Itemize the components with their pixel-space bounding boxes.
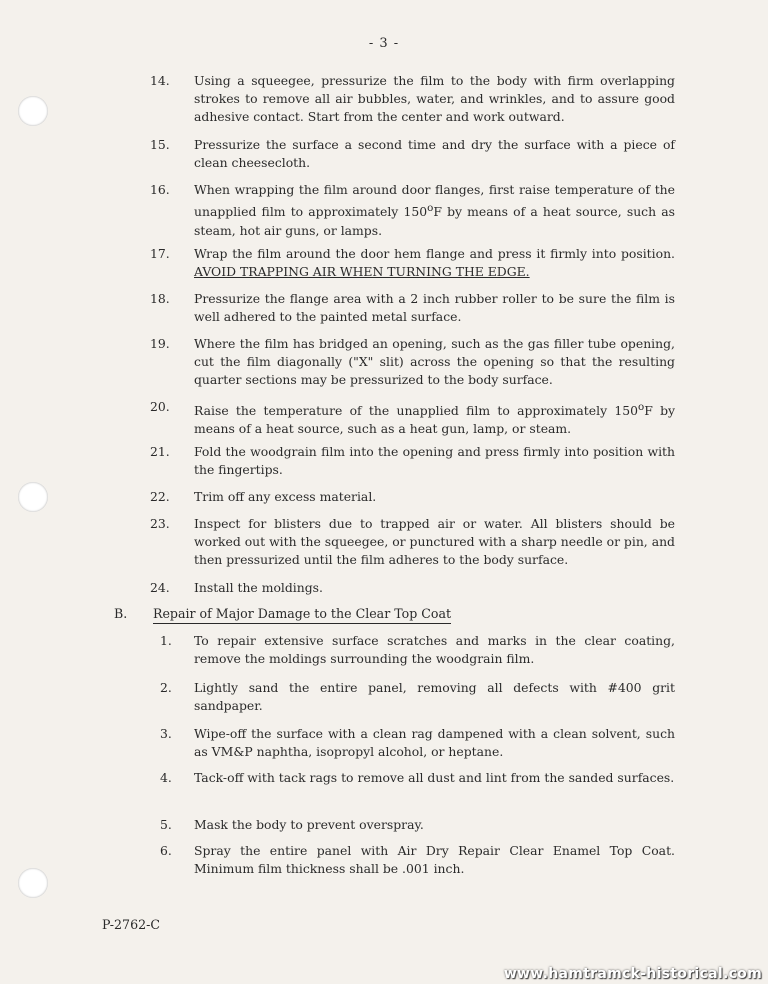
item-number: 21. — [150, 444, 170, 459]
step-text: To repair extensive surface scratches and marks in the clear coating, remove the moldings surrounding the woodgrain film. — [194, 633, 675, 667]
item-number: 23. — [150, 516, 170, 531]
item-text-part: When wrapping the film around door flanges, first raise temperature of the unapplied film to approximately 150 — [194, 182, 675, 220]
step-number: 5. — [160, 817, 172, 832]
item-number: 24. — [150, 580, 170, 595]
item-text — [194, 245, 675, 281]
binder-hole — [18, 96, 48, 126]
step-text: Spray the entire panel with Air Dry Repair Clear Enamel Top Coat. Minimum film thickness shall be .001 inch. — [194, 843, 675, 877]
binder-hole — [18, 482, 48, 512]
binder-hole — [18, 868, 48, 898]
item-text-part: Wrap the film around the door hem flange and press it firmly into position. — [194, 246, 675, 261]
item-number: 18. — [150, 291, 170, 306]
step-number: 4. — [160, 770, 172, 785]
item-text — [194, 398, 675, 439]
step-number: 2. — [160, 680, 172, 695]
step-text: Lightly sand the entire panel, removing all defects with #400 grit sandpaper. — [194, 680, 675, 714]
item-text: Pressurize the flange area with a 2 inch rubber roller to be sure the film is well adhered to the painted metal surface. — [194, 291, 675, 325]
step-text: Wipe-off the surface with a clean rag dampened with a clean solvent, such as VM&P naphtha, isopropyl alcohol, or heptane. — [194, 726, 675, 760]
item-text-part: F by means of a heat source, such as steam, hot air guns, or lamps. — [194, 204, 675, 238]
item-text: Inspect for blisters due to trapped air or water. All blisters should be worked out with the squeegee, or punctured with a sharp needle or pin, and then pressurized until the film adheres to the body surface. — [194, 516, 675, 568]
step-number: 6. — [160, 843, 172, 858]
item-text: Install the moldings. — [194, 580, 323, 595]
step-number: 3. — [160, 726, 172, 741]
step-number: 1. — [160, 633, 172, 648]
item-text-part: F by means of a heat source, such as a heat gun, lamp, or steam. — [194, 403, 676, 437]
item-number: 15. — [150, 137, 170, 152]
document-code: P-2762-C — [102, 917, 160, 932]
step-text: Tack-off with tack rags to remove all dust and lint from the sanded surfaces. — [194, 770, 675, 785]
item-text — [194, 181, 675, 240]
item-number: 16. — [150, 182, 170, 197]
section-letter: B. — [114, 606, 128, 621]
item-number: 17. — [150, 246, 170, 261]
step-text: Mask the body to prevent overspray. — [194, 817, 424, 832]
item-number: 19. — [150, 336, 170, 351]
section-title: Repair of Major Damage to the Clear Top Coat — [153, 606, 451, 624]
item-number: 20. — [150, 399, 170, 414]
item-text: Using a squeegee, pressurize the film to the body with firm overlapping strokes to remove all air bubbles, water, and wrinkles, and to assure good adhesive contact. Start from the center and work outward. — [194, 73, 675, 125]
page-number: - 3 - — [368, 36, 400, 51]
item-text: Where the film has bridged an opening, such as the gas filler tube opening, cut the film diagonally ("X" slit) across the opening so that the resulting quarter sections may be pressurized to the body surface. — [194, 336, 675, 388]
watermark: www.hamtramck-historical.com — [503, 966, 762, 982]
item-text-part: Raise the temperature of the unapplied film to approximately 150 — [194, 403, 638, 419]
item-text: Trim off any excess material. — [194, 489, 377, 504]
degree-mark: o — [638, 401, 645, 413]
item-number: 22. — [150, 489, 170, 504]
degree-mark: o — [427, 202, 434, 215]
item-number: 14. — [150, 73, 170, 88]
item-text: Fold the woodgrain film into the opening and press firmly into position with the fingertips. — [194, 444, 675, 478]
warning-emphasis: AVOID TRAPPING AIR WHEN TURNING THE EDGE. — [194, 264, 530, 280]
item-text: Pressurize the surface a second time and dry the surface with a piece of clean cheesecloth. — [194, 137, 675, 171]
